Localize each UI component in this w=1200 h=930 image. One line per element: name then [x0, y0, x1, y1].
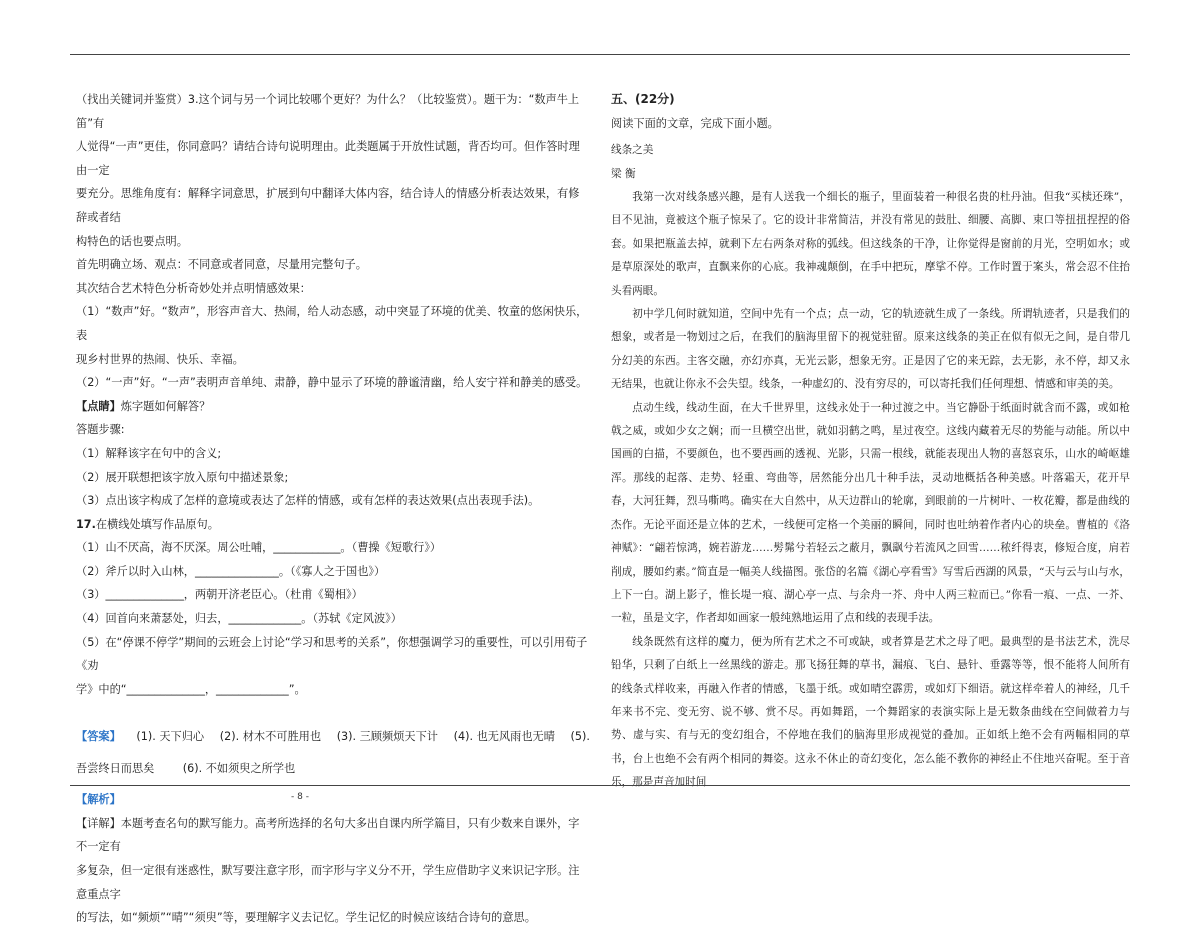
detail-line: 的写法，如“频烦”“晴”“须臾”等，要理解字义去记忆。学生记忆的时候应该结合诗句的意思。	[76, 911, 536, 925]
essay-paragraph: 我第一次对线条感兴趣，是有人送我一个细长的瓶子，里面装着一种很名贵的杜丹油。但我“买椟还珠”，目不见油，竟被这个瓶子惊呆了。它的设计非常简洁，并没有常见的鼓肚、细腰、高脚、束口等扭扭捏捏的俗套。如果把瓶盖去掉，就剩下左右两条对称的弧线。但这线条的干净，让你觉得是窗前的月光，空明如水；或是草原深处的歌声，直飘来你的心底。我神魂颠倒，在手中把玩，摩挲不停。工作时置于案头，常会忍不住抬头看两眼。	[611, 191, 1130, 297]
answer-line-2: 吾尝终日而思矣 (6). 不如须臾之所学也	[76, 761, 296, 775]
question-item: （5）在“停课不停学”期间的云班会上讨论“学习和思考的关系”，你想强调学习的重要性，可以引用荀子《劝	[76, 635, 588, 673]
answer-item: (2). 材木不可胜用也	[219, 730, 322, 744]
essay-paragraph: 初中学几何时就知道，空间中先有一个点；点一动，它的轨迹就生成了一条线。所谓轨迹者，只是我们的想象，或者是一物划过之后，在我们的脑海里留下的视觉驻留。原来这线条的美正在似有似无之间，是自带几分幻美的东西。主客交融，亦幻亦真，无光云影，想象无穷。正是因了它的来无踪，去无影，永不停，却又永无结果，也就让你永不会失望。线条，一种虚幻的、没有穷尽的，可以寄托我们任何理想、情感和审美的美。	[611, 308, 1130, 391]
text-line: 首先明确立场、观点：不同意或者同意，尽量用完整句子。	[76, 258, 367, 272]
answer-tag: 【答案】	[76, 730, 121, 744]
dianjing-line	[76, 395, 590, 419]
text-line: 其次结合艺术特色分析奇妙处并点明情感效果：	[76, 281, 311, 295]
essay	[611, 139, 1130, 794]
footer-rule	[70, 785, 1130, 786]
question-item: 学》中的“______________，_____________”。	[76, 682, 306, 696]
page-number: - 8 -	[291, 792, 309, 802]
text-line: 构特色的话也要点明。	[76, 234, 188, 248]
text-line: 要充分。思维角度有：解释字词意思，扩展到句中翻译大体内容，结合诗人的情感分析表达效果，有修辞或者结	[76, 187, 580, 224]
answer-item: (3). 三顾频烦天下计	[336, 730, 438, 744]
text-line: （找出关键词并鉴赏）3.这个词与另一个词比较哪个更好？为什么？（比较鉴赏）。题干为：“数声牛上笛”有	[76, 93, 580, 130]
question-item: （1）山不厌高，海不厌深。周公吐哺，____________。（曹操《短歌行》）	[76, 541, 442, 555]
detail-line: 多复杂，但一定很有迷惑性，默写要注意字形，而字形与字义分不开，学生应借助字义来识记字形。注意重点字	[76, 864, 580, 901]
step-item: （2）展开联想把该字放入原句中描述景象;	[76, 470, 289, 484]
text-line: （1）“数声”好。“数声”，形容声音大、热闹，给人动态感，动中突显了环境的优美、牧童的悠闲快乐，表	[76, 305, 588, 342]
question-text: 在横线处填写作品原句。	[95, 517, 219, 531]
dianjing-text: 炼字题如何解答？	[120, 399, 211, 413]
spacer	[76, 749, 590, 757]
answer-line	[76, 725, 590, 749]
question-item: （3）______________，两朝开济老臣心。（杜甫《蜀相》）	[76, 588, 363, 602]
right-column	[611, 88, 1130, 795]
text-line: 现乡村世界的热闹、快乐、幸福。	[76, 352, 244, 366]
answer-item: (4). 也无风雨也无晴	[453, 730, 555, 744]
essay-title: 线条之美	[611, 144, 654, 157]
instruction: 阅读下面的文章，完成下面小题。	[611, 116, 779, 130]
jiexi-tag: 【解析】	[76, 793, 121, 807]
step-item: （1）解释该字在句中的含义;	[76, 446, 222, 460]
dianjing-tag: 【点睛】	[76, 399, 121, 413]
header-rule	[70, 54, 1130, 55]
essay-author: 梁 衡	[611, 167, 636, 180]
question-item: （4）回首向来萧瑟处，归去，_____________。（苏轼《定风波》）	[76, 612, 402, 626]
answer-item: (5).	[570, 730, 590, 744]
text-line: （2）“一声”好。“一声”表明声音单纯、肃静，静中显示了环境的静谧清幽，给人安宁祥和静美的感受。	[76, 376, 588, 390]
spacer	[76, 701, 590, 725]
text-line: 人觉得“一声”更佳，你同意吗？请结合诗句说明理由。此类题属于开放性试题，背否均可。但作答时理由一定	[76, 140, 580, 177]
question-17-title	[76, 513, 590, 537]
essay-paragraph: 点动生线，线动生面，在大千世界里，这线永处于一种过渡之中。当它静卧于纸面时就含而不露，或如枪戟之威，或如少女之娴；而一旦横空出世，就如羽鹤之鸣，星过夜空。这线内藏着无尽的势能与动能。所以中国画的白描，不要颜色，也不要西画的透视、光影，只需一根线，就能表现出人物的喜怒哀乐，山水的崎岖雄浑。那线的起落、走势、轻重、弯曲等，居然能分出几十种手法，灵动地概括各种美感。叶落霜天，花开早春，大河狂舞，烈马嘶鸣。确实在大自然中，从天边群山的轮廓，到眼前的一片树叶、一枚花瓣，都是曲线的杰作。无论平面还是立体的艺术，一线便可定格一个美丽的瞬间，同时也吐纳着作者内心的块垒。曹植的《洛神赋》：“翩若惊鸿，婉若游龙……髣髴兮若轻云之蔽月，飘飖兮若流风之回雪……秾纤得衷，修短合度，肩若削成，腰如约素。”简直是一幅美人线描图。张岱的名篇《湖心亭看雪》写雪后西湖的风景，“天与云与山与水，上下一白。湖上影子，惟长堤一痕、湖心亭一点、与余舟一芥、舟中人两三粒而已。”你看一痕、一点、一芥、一粒，虽是文字，作者却如画家一般纯熟地运用了点和线的表现手法。	[611, 401, 1130, 625]
question-item: （2）斧斤以时入山林，_______________。（《寡人之于国也》）	[76, 564, 386, 578]
detail-line: 【详解】本题考查名句的默写能力。高考所选择的名句大多出自课内所学篇目，只有少数来自课外，字不一定有	[76, 816, 580, 854]
left-column	[76, 88, 590, 930]
steps-title: 答题步骤:	[76, 423, 125, 437]
step-item: （3）点出该字构成了怎样的意境或表达了怎样的情感，或有怎样的表达效果(点出表现手法)。	[76, 494, 540, 508]
section-title: 五、(22分)	[611, 92, 675, 106]
question-number: 17.	[76, 517, 96, 531]
answer-item: (1). 天下归心	[136, 730, 205, 744]
essay-paragraph: 线条既然有这样的魔力，便为所有艺术之不可或缺，或者算是艺术之母了吧。最典型的是书法艺术，洗尽铅华，只剩了白纸上一丝黑线的游走。那飞扬狂舞的草书，漏痕、飞白、悬针、垂露等等，恨不能将人间所有的线条式样收来，再融入作者的情感，飞墨于纸。或如晴空霹雳，或如灯下细语。就这样牵着人的神经，几千年来书不完、变无穷、说不够、赏不尽。再如舞蹈，一个舞蹈家的表演实际上是无数条曲线在空间做着力与势、虚与实、有与无的变幻组合，不停地在我们的脑海里形成视觉的叠加。正如纸上绝不会有两幅相同的草书，台上也绝不会有两个相同的舞姿。这永不休止的奇幻变化，怎么能不教你的神经止不住地兴奋呢。至于音乐，那是声音加时间	[611, 635, 1130, 789]
